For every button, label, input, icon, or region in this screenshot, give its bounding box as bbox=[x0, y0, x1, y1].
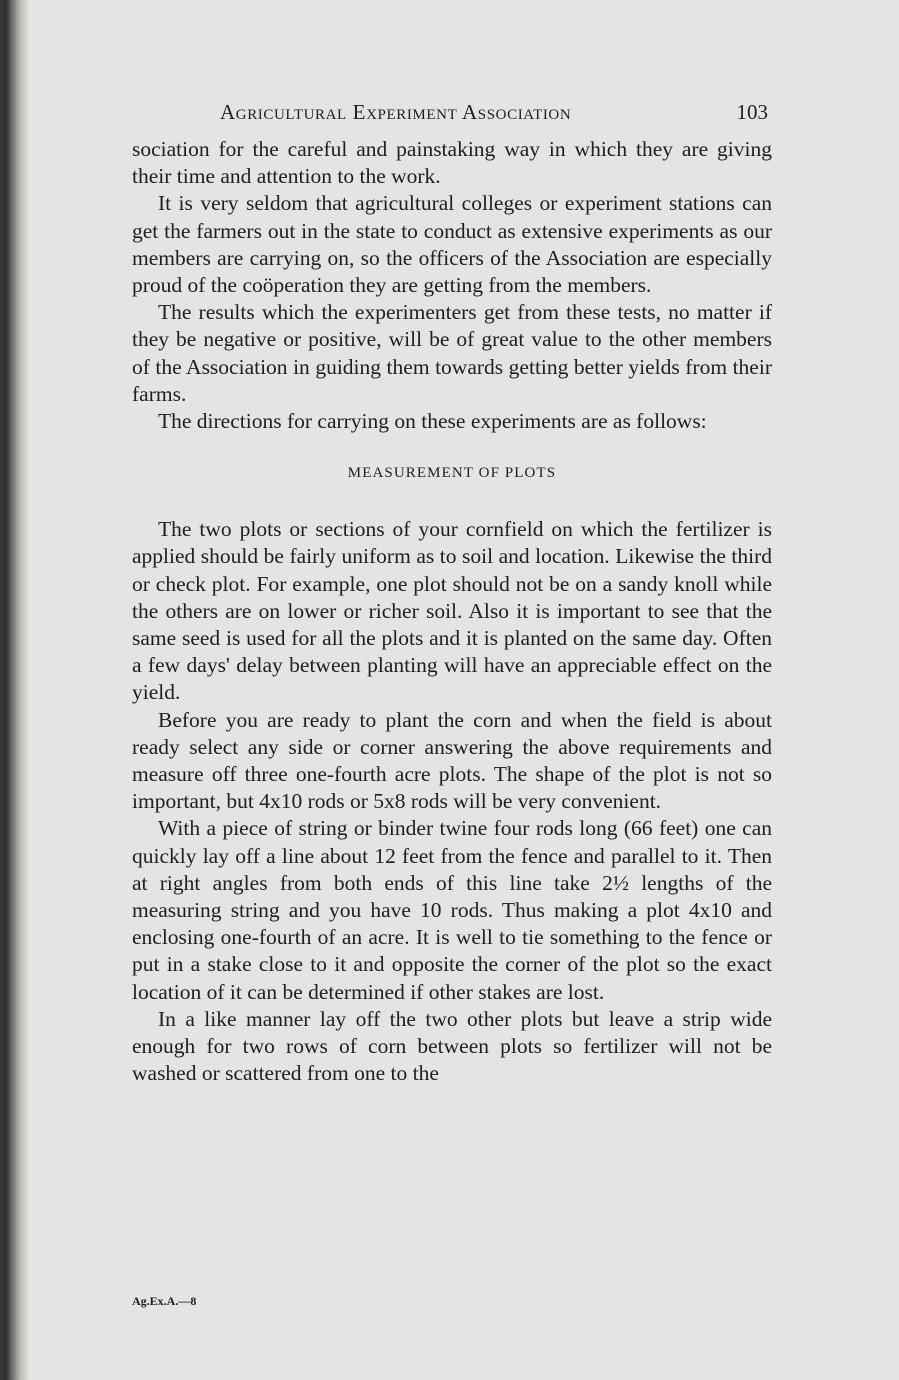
book-page bbox=[132, 100, 772, 1088]
paragraph: The two plots or sections of your cornfield on which the fertilizer is applied should be fairly uniform as to soil and location. Likewise the third or check plot. For example, one plot should not be on a sandy knoll while the others are on lower or richer soil. Also it is important to see that the same seed is used for all the plots and it is planted on the same day. Often a few days' delay between planting will have an appreciable effect on the yield. bbox=[132, 517, 772, 705]
paragraph: It is very seldom that agricultural colleges or experiment stations can get the farmers out in the state to conduct as extensive experiments as our members are carrying on, so the officers of the Association are especially proud of the coöperation they are getting from the members. bbox=[132, 191, 772, 298]
book-binding-shadow bbox=[0, 0, 28, 1380]
signature-mark: Ag.Ex.A.—8 bbox=[132, 1294, 197, 1308]
running-head: Agricultural Experiment Association bbox=[220, 100, 572, 124]
paragraph: In a like manner lay off the two other plots but leave a strip wide enough for two rows of corn between plots so fertilizer will not be washed or scattered from one to the bbox=[132, 1006, 772, 1086]
paragraph: The results which the experimenters get from these tests, no matter if they be negative or positive, will be of great value to the other members of the Association in guiding them towards getting better yields from their farms. bbox=[132, 300, 772, 406]
body-text bbox=[132, 136, 772, 1088]
section-heading: MEASUREMENT OF PLOTS bbox=[347, 465, 557, 482]
paragraph: Before you are ready to plant the corn and when the field is about ready select any side or corner answering the above requirements and measure off three one-fourth acre plots. The shape of the plot is not so important, but 4x10 rods or 5x8 rods will be very convenient. bbox=[132, 707, 772, 814]
paragraph: sociation for the careful and painstaking way in which they are giving their time and attention to the work. bbox=[132, 137, 772, 189]
page-number: 103 bbox=[736, 100, 768, 124]
page-header bbox=[220, 100, 768, 136]
paragraph: The directions for carrying on these experiments are as follows: bbox=[158, 409, 707, 434]
paragraph: With a piece of string or binder twine four rods long (66 feet) one can quickly lay off a line about 12 feet from the fence and parallel to it. Then at right angles from both ends of this line take 2½ lengths of the measuring string and you have 10 rods. Thus making a plot 4x10 and enclosing one-fourth of an acre. It is well to tie something to the fence or put in a stake close to it and opposite the corner of the plot so the exact location of it can be determined if other stakes are lost. bbox=[132, 816, 772, 1004]
